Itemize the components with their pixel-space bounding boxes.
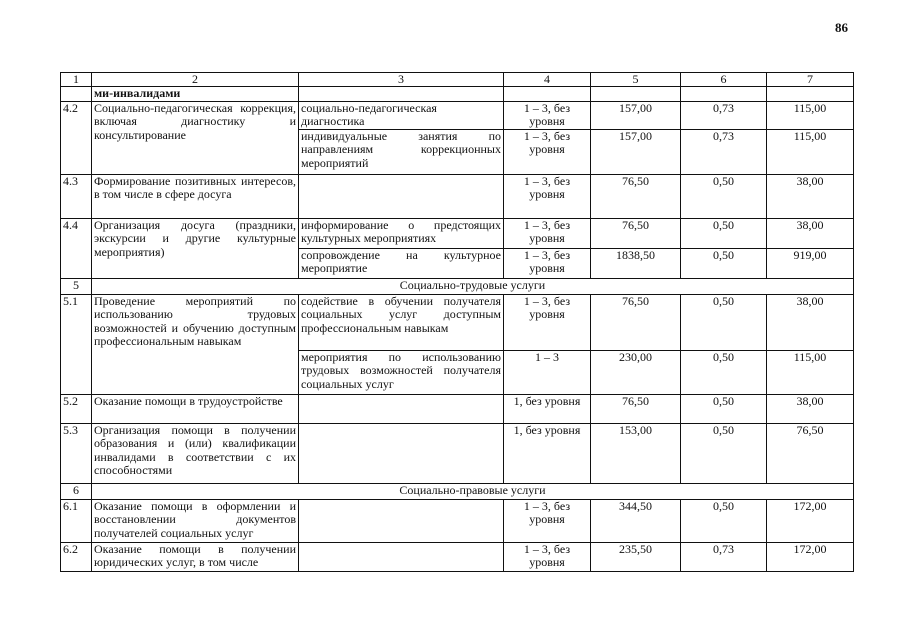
sub-service: [299, 174, 504, 218]
sub-service: мероприятия по использованию трудовых возможностей получателя социальных услуг: [299, 350, 504, 394]
value-cell: 0,50: [681, 499, 767, 542]
row-number: 4.2: [61, 101, 92, 174]
service-name: Социально-педагогическая коррекция, включая диагностику и консультирование: [92, 101, 299, 174]
sub-service: содействие в обучении получателя социальных услуг доступным профессиональным навыкам: [299, 294, 504, 350]
row-number: 6.1: [61, 499, 92, 542]
section-title: Социально-трудовые услуги: [92, 278, 854, 294]
sub-service: сопровождение на культурное мероприятие: [299, 248, 504, 278]
sub-service: [299, 499, 504, 542]
value-cell: 157,00: [591, 129, 681, 174]
table-row: [61, 542, 854, 571]
value-cell: 172,00: [767, 499, 854, 542]
tariff-table: [60, 72, 854, 572]
sub-service: индивидуальные занятия по направлениям коррекционных мероприятий: [299, 129, 504, 174]
section-number: 6: [61, 483, 92, 499]
level-cell: 1 – 3, без уровня: [504, 174, 591, 218]
table-row: [61, 423, 854, 483]
row-number: 4.3: [61, 174, 92, 218]
table-row: [61, 218, 854, 248]
value-cell: 235,50: [591, 542, 681, 571]
row-number: 4.4: [61, 218, 92, 278]
value-cell: 230,00: [591, 350, 681, 394]
service-name: Оказание помощи в получении юридических услуг, в том числе: [92, 542, 299, 571]
service-name: Формирование позитивных интересов, в том числе в сфере досуга: [92, 174, 299, 218]
section-title: Социально-правовые услуги: [92, 483, 854, 499]
value-cell: 76,50: [591, 174, 681, 218]
level-cell: 1 – 3, без уровня: [504, 129, 591, 174]
row-number: 5.1: [61, 294, 92, 394]
header-cell: 7: [767, 73, 854, 87]
value-cell: 38,00: [767, 394, 854, 423]
service-name: Оказание помощи в трудоустройстве: [92, 394, 299, 423]
value-cell: 344,50: [591, 499, 681, 542]
row-number: 5.3: [61, 423, 92, 483]
service-name: Проведение мероприятий по использованию трудовых возможностей и обучению доступным профессиональным навыкам: [92, 294, 299, 394]
level-cell: 1 – 3, без уровня: [504, 499, 591, 542]
level-cell: 1 – 3: [504, 350, 591, 394]
value-cell: 38,00: [767, 294, 854, 350]
value-cell: 0,50: [681, 394, 767, 423]
header-cell: 4: [504, 73, 591, 87]
value-cell: 0,50: [681, 423, 767, 483]
value-cell: 115,00: [767, 350, 854, 394]
value-cell: 38,00: [767, 174, 854, 218]
header-cell: 3: [299, 73, 504, 87]
sub-service: социально-педагогическая диагностика: [299, 101, 504, 129]
level-cell: 1, без уровня: [504, 423, 591, 483]
section-row: [61, 278, 854, 294]
sub-service: [299, 542, 504, 571]
table-row: [61, 101, 854, 129]
value-cell: 115,00: [767, 129, 854, 174]
service-name: Оказание помощи в оформлении и восстановлении документов получателей социальных услуг: [92, 499, 299, 542]
value-cell: 38,00: [767, 218, 854, 248]
table-row: [61, 174, 854, 218]
level-cell: 1 – 3, без уровня: [504, 248, 591, 278]
level-cell: 1, без уровня: [504, 394, 591, 423]
service-name: Организация помощи в получении образования и (или) квалификации инвалидами в соответствии с их способностями: [92, 423, 299, 483]
level-cell: 1 – 3, без уровня: [504, 294, 591, 350]
sub-service: [299, 394, 504, 423]
continuation-text: ми-инвалидами: [92, 87, 299, 101]
value-cell: 172,00: [767, 542, 854, 571]
value-cell: 0,50: [681, 350, 767, 394]
service-name: Организация досуга (праздники, экскурсии и другие культурные мероприятия): [92, 218, 299, 278]
value-cell: 76,50: [767, 423, 854, 483]
section-row: [61, 483, 854, 499]
value-cell: 0,50: [681, 218, 767, 248]
header-cell: 2: [92, 73, 299, 87]
value-cell: 919,00: [767, 248, 854, 278]
value-cell: 76,50: [591, 394, 681, 423]
level-cell: 1 – 3, без уровня: [504, 101, 591, 129]
value-cell: 0,50: [681, 294, 767, 350]
header-cell: 5: [591, 73, 681, 87]
sub-service: информирование о предстоящих культурных мероприятиях: [299, 218, 504, 248]
table-row: [61, 294, 854, 350]
level-cell: 1 – 3, без уровня: [504, 542, 591, 571]
value-cell: 0,73: [681, 129, 767, 174]
table-row: [61, 394, 854, 423]
header-row: [61, 73, 854, 87]
value-cell: 1838,50: [591, 248, 681, 278]
table-row: [61, 87, 854, 101]
value-cell: 0,73: [681, 542, 767, 571]
value-cell: 76,50: [591, 218, 681, 248]
value-cell: 0,50: [681, 174, 767, 218]
value-cell: 153,00: [591, 423, 681, 483]
level-cell: 1 – 3, без уровня: [504, 218, 591, 248]
sub-service: [299, 423, 504, 483]
row-number: 6.2: [61, 542, 92, 571]
table-row: [61, 499, 854, 542]
header-cell: 1: [61, 73, 92, 87]
section-number: 5: [61, 278, 92, 294]
page-number: 86: [835, 20, 848, 35]
value-cell: 157,00: [591, 101, 681, 129]
value-cell: 0,73: [681, 101, 767, 129]
value-cell: 115,00: [767, 101, 854, 129]
header-cell: 6: [681, 73, 767, 87]
value-cell: 0,50: [681, 248, 767, 278]
row-number: 5.2: [61, 394, 92, 423]
value-cell: 76,50: [591, 294, 681, 350]
